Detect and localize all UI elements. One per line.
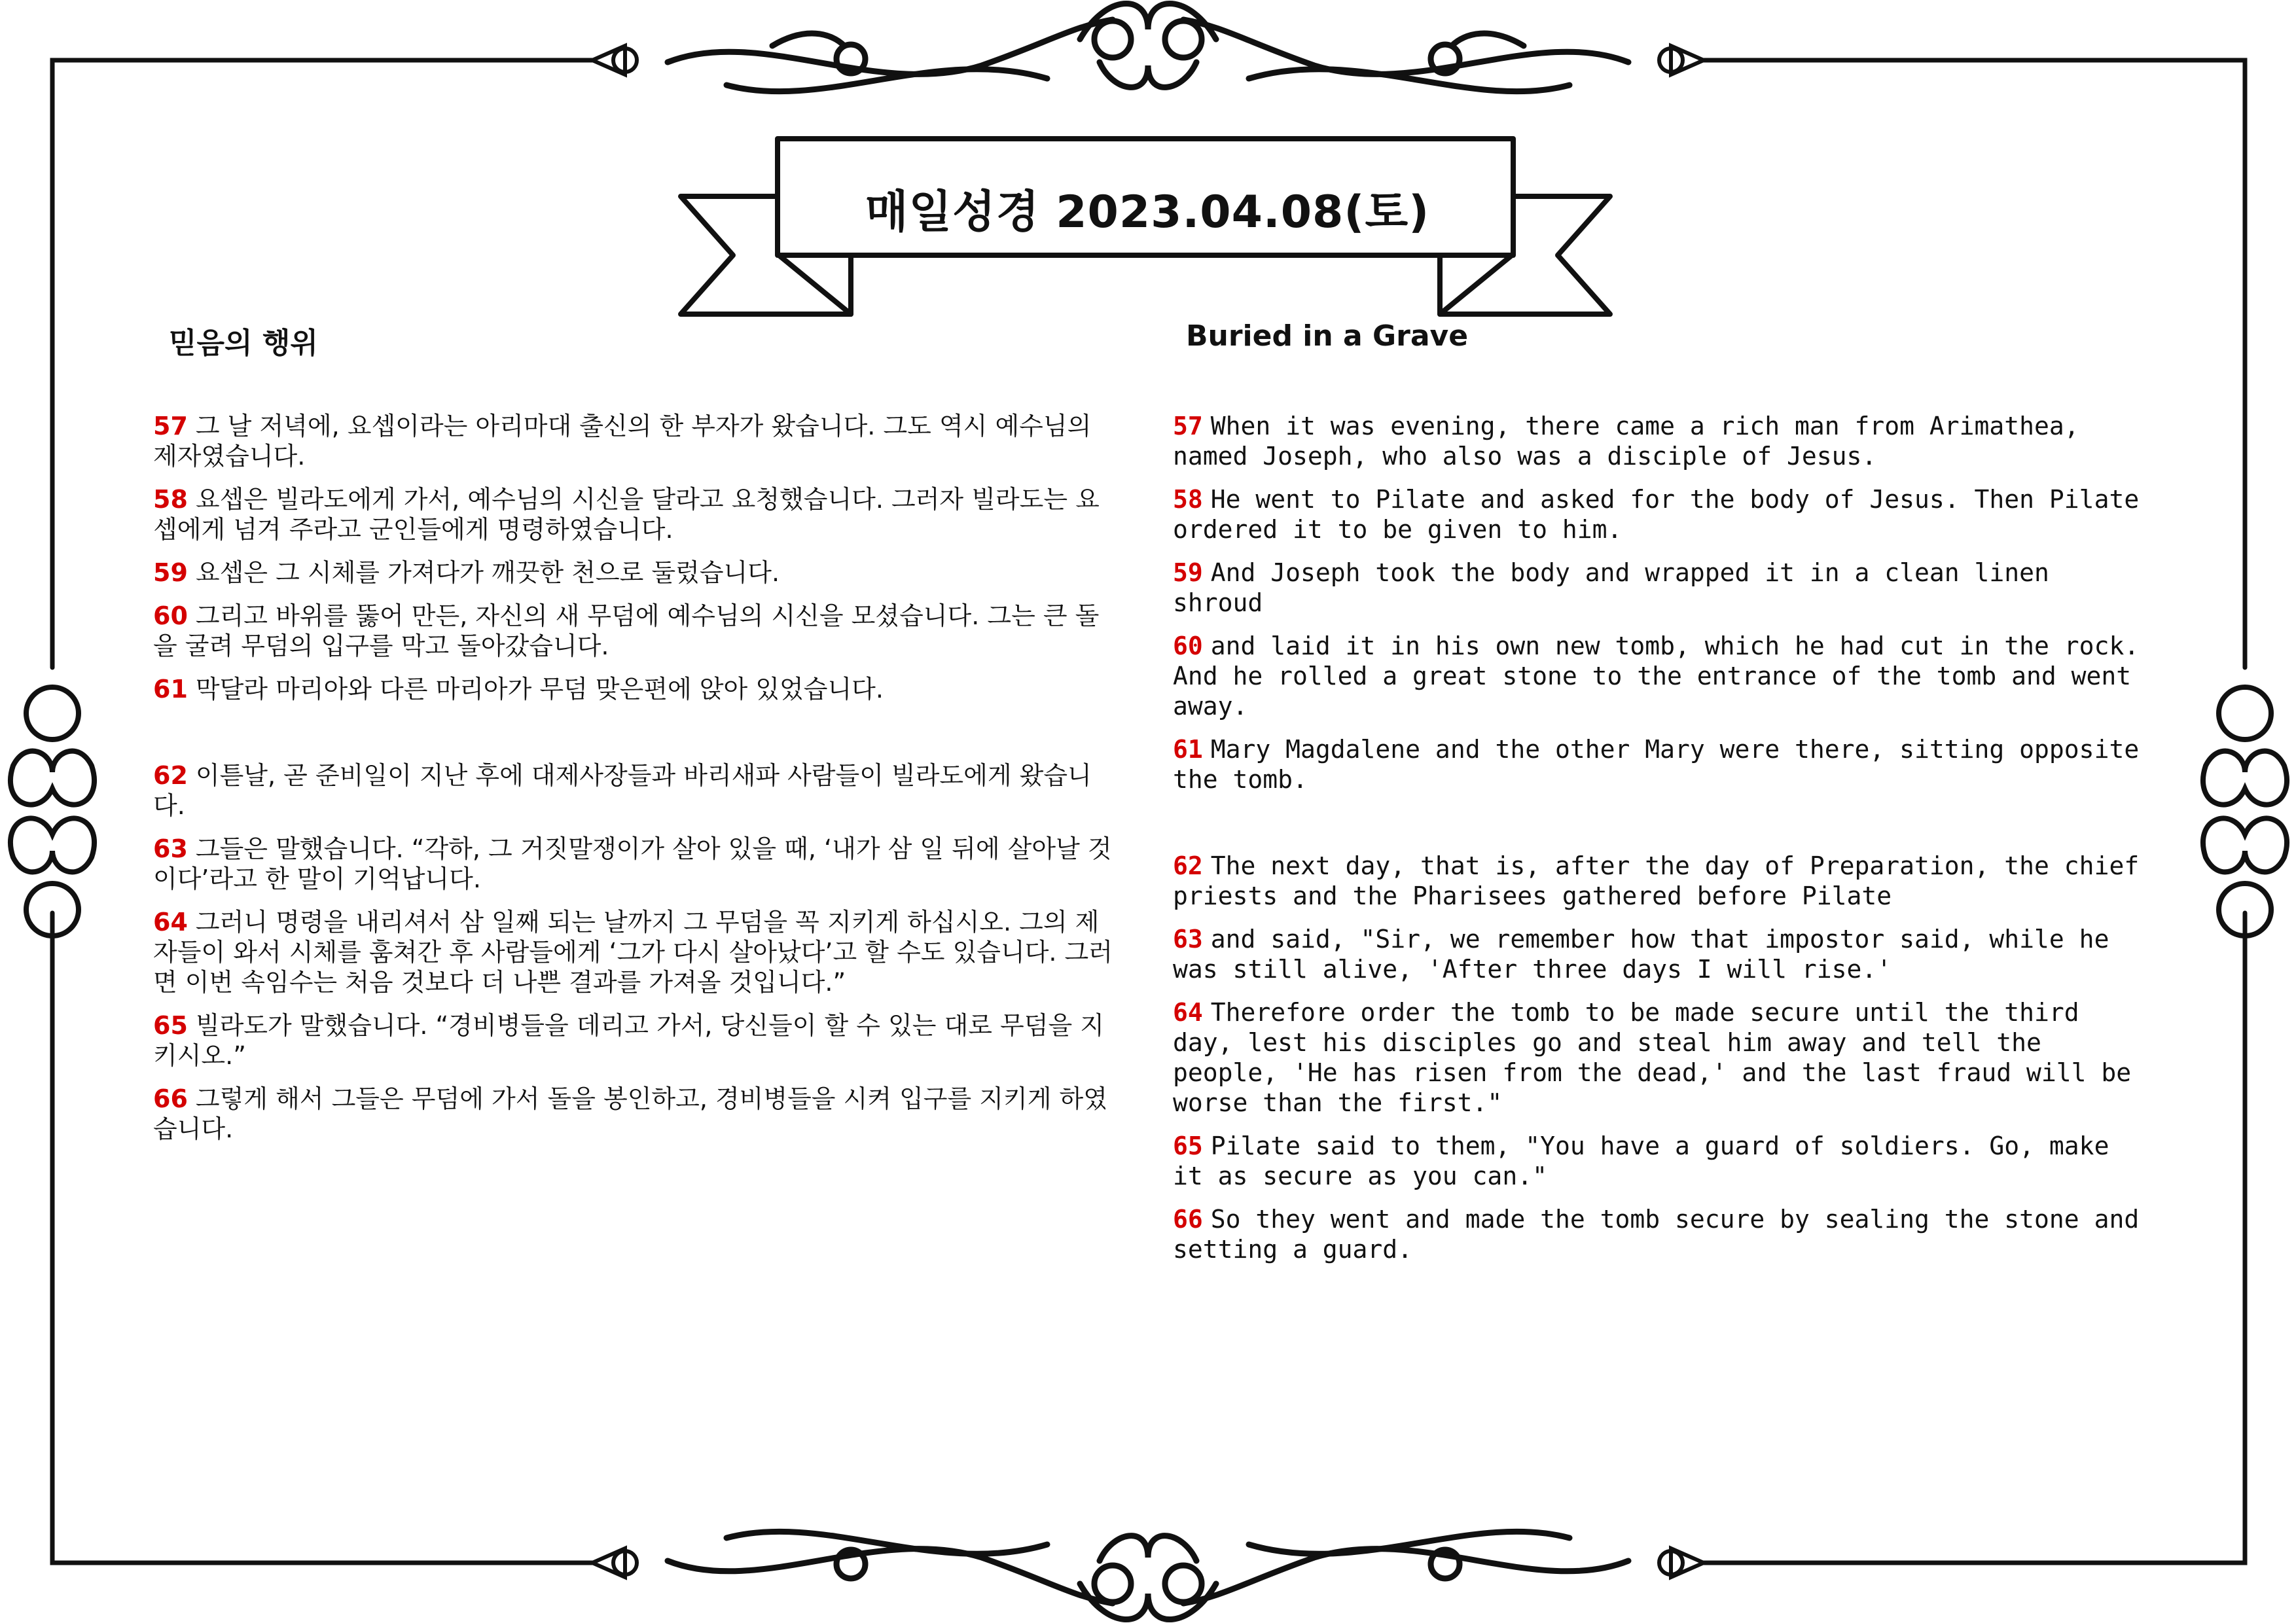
verse-number: 58 xyxy=(153,485,188,514)
verse-text: Mary Magdalene and the other Mary were there, sitting opposite the tomb. xyxy=(1173,735,2140,794)
verse-text: 막달라 마리아와 다른 마리아가 무덤 맞은편에 앉아 있었습니다. xyxy=(195,675,884,704)
verse-text: 빌라도가 말했습니다. “경비병들을 데리고 가서, 당신들이 할 수 있는 대로 무덤을 지키시오.” xyxy=(153,1011,1104,1070)
verse-en-62 xyxy=(1173,851,2148,911)
page-title: 매일성경 2023.04.08(토) xyxy=(865,186,1430,238)
verse-en-61 xyxy=(1173,734,2148,794)
verse-text: 그러니 명령을 내리셔서 삼 일째 되는 날까지 그 무덤을 꼭 지키게 하십시오. 그의 제자들이 와서 시체를 훔쳐간 후 사람들에게 ‘그가 다시 살아났다’고 할 수도 있습니다. 그러면 이번 속임수는 처음 것보다 더 나쁜 결과를 가져올 것입니다.” xyxy=(153,908,1113,997)
verse-en-65 xyxy=(1173,1131,2148,1191)
verse-en-58 xyxy=(1173,484,2148,544)
verse-number: 64 xyxy=(1173,998,1203,1027)
verse-ko-60 xyxy=(153,601,1122,661)
verse-text: 그들은 말했습니다. “각하, 그 거짓말쟁이가 살아 있을 때, ‘내가 삼 일 뒤에 살아날 것이다’라고 한 말이 기억납니다. xyxy=(153,834,1112,893)
verse-number: 66 xyxy=(153,1084,188,1113)
verse-text: 그리고 바위를 뚫어 만든, 자신의 새 무덤에 예수님의 시신을 모셨습니다. 그는 큰 돌을 굴려 무덤의 입구를 막고 돌아갔습니다. xyxy=(153,601,1100,660)
section-gap xyxy=(153,717,1122,760)
verse-en-64 xyxy=(1173,997,2148,1118)
bottom-scroll-ornament xyxy=(668,1531,1628,1619)
verse-text: When it was evening, there came a rich man from Arimathea, named Joseph, who also was a disciple of Jesus. xyxy=(1173,412,2079,471)
verse-ko-57 xyxy=(153,411,1122,471)
verse-text: So they went and made the tomb secure by sealing the stone and setting a guard. xyxy=(1173,1205,2140,1264)
verse-en-57 xyxy=(1173,411,2148,471)
verse-en-59 xyxy=(1173,558,2148,618)
verse-text: Therefore order the tomb to be made secure until the third day, lest his disciples go and steal him away and tell the people, 'He has risen from the dead,' and the last fraud will be worse than the first." xyxy=(1173,998,2132,1117)
korean-verse-column xyxy=(153,411,1122,1157)
english-verse-column xyxy=(1173,411,2148,1277)
verse-en-66 xyxy=(1173,1204,2148,1264)
verse-text: And Joseph took the body and wrapped it in a clean linen shroud xyxy=(1173,558,2049,617)
verse-text: He went to Pilate and asked for the body of Jesus. Then Pilate ordered it to be given to him. xyxy=(1173,485,2140,544)
verse-number: 65 xyxy=(153,1011,188,1040)
verse-number: 65 xyxy=(1173,1132,1203,1160)
verse-number: 59 xyxy=(153,558,188,587)
section-gap xyxy=(1173,808,2148,851)
verse-text: The next day, that is, after the day of Preparation, the chief priests and the Pharisees gathered before Pilate xyxy=(1173,851,2140,910)
verse-number: 58 xyxy=(1173,485,1203,514)
verse-number: 60 xyxy=(153,601,188,630)
verse-ko-62 xyxy=(153,760,1122,821)
verse-number: 63 xyxy=(153,834,188,863)
verse-number: 57 xyxy=(1173,412,1203,440)
verse-text: 그렇게 해서 그들은 무덤에 가서 돌을 봉인하고, 경비병들을 시켜 입구를 지키게 하였습니다. xyxy=(153,1084,1107,1143)
verse-ko-61 xyxy=(153,674,1122,704)
verse-ko-63 xyxy=(153,834,1122,894)
verse-number: 60 xyxy=(1173,632,1203,660)
verse-text: 그 날 저녁에, 요셉이라는 아리마대 출신의 한 부자가 왔습니다. 그도 역시 예수님의 제자였습니다. xyxy=(153,412,1092,471)
verse-text: Pilate said to them, "You have a guard of soldiers. Go, make it as secure as you can." xyxy=(1173,1132,2109,1190)
verse-number: 57 xyxy=(153,412,188,440)
left-side-ornament xyxy=(10,687,94,936)
verse-ko-59 xyxy=(153,558,1122,588)
top-scroll-ornament xyxy=(668,3,1628,91)
verse-ko-65 xyxy=(153,1010,1122,1071)
verse-number: 59 xyxy=(1173,558,1203,587)
verse-number: 66 xyxy=(1173,1205,1203,1234)
verse-number: 61 xyxy=(153,675,188,704)
verse-text: 이튿날, 곧 준비일이 지난 후에 대제사장들과 바리새파 사람들이 빌라도에게 왔습니다. xyxy=(153,761,1092,820)
korean-section-title: 믿음의 행위 xyxy=(169,327,318,360)
english-section-title: Buried in a Grave xyxy=(1186,319,1469,353)
verse-number: 64 xyxy=(153,908,188,936)
verse-ko-66 xyxy=(153,1084,1122,1144)
verse-en-60 xyxy=(1173,631,2148,721)
verse-ko-64 xyxy=(153,907,1122,997)
verse-en-63 xyxy=(1173,924,2148,984)
verse-ko-58 xyxy=(153,484,1122,544)
verse-number: 61 xyxy=(1173,735,1203,764)
verse-text: and said, "Sir, we remember how that impostor said, while he was still alive, 'After three days I will rise.' xyxy=(1173,925,2109,984)
verse-text: 요셉은 빌라도에게 가서, 예수님의 시신을 달라고 요청했습니다. 그러자 빌라도는 요셉에게 넘겨 주라고 군인들에게 명령하였습니다. xyxy=(153,485,1100,544)
verse-number: 62 xyxy=(1173,851,1203,880)
verse-number: 62 xyxy=(153,761,188,790)
verse-number: 63 xyxy=(1173,925,1203,954)
verse-text: 요셉은 그 시체를 가져다가 깨끗한 천으로 둘렀습니다. xyxy=(195,558,780,587)
verse-text: and laid it in his own new tomb, which he had cut in the rock. And he rolled a great stone to the entrance of the tomb and went away. xyxy=(1173,632,2140,721)
right-side-ornament xyxy=(2203,687,2287,936)
